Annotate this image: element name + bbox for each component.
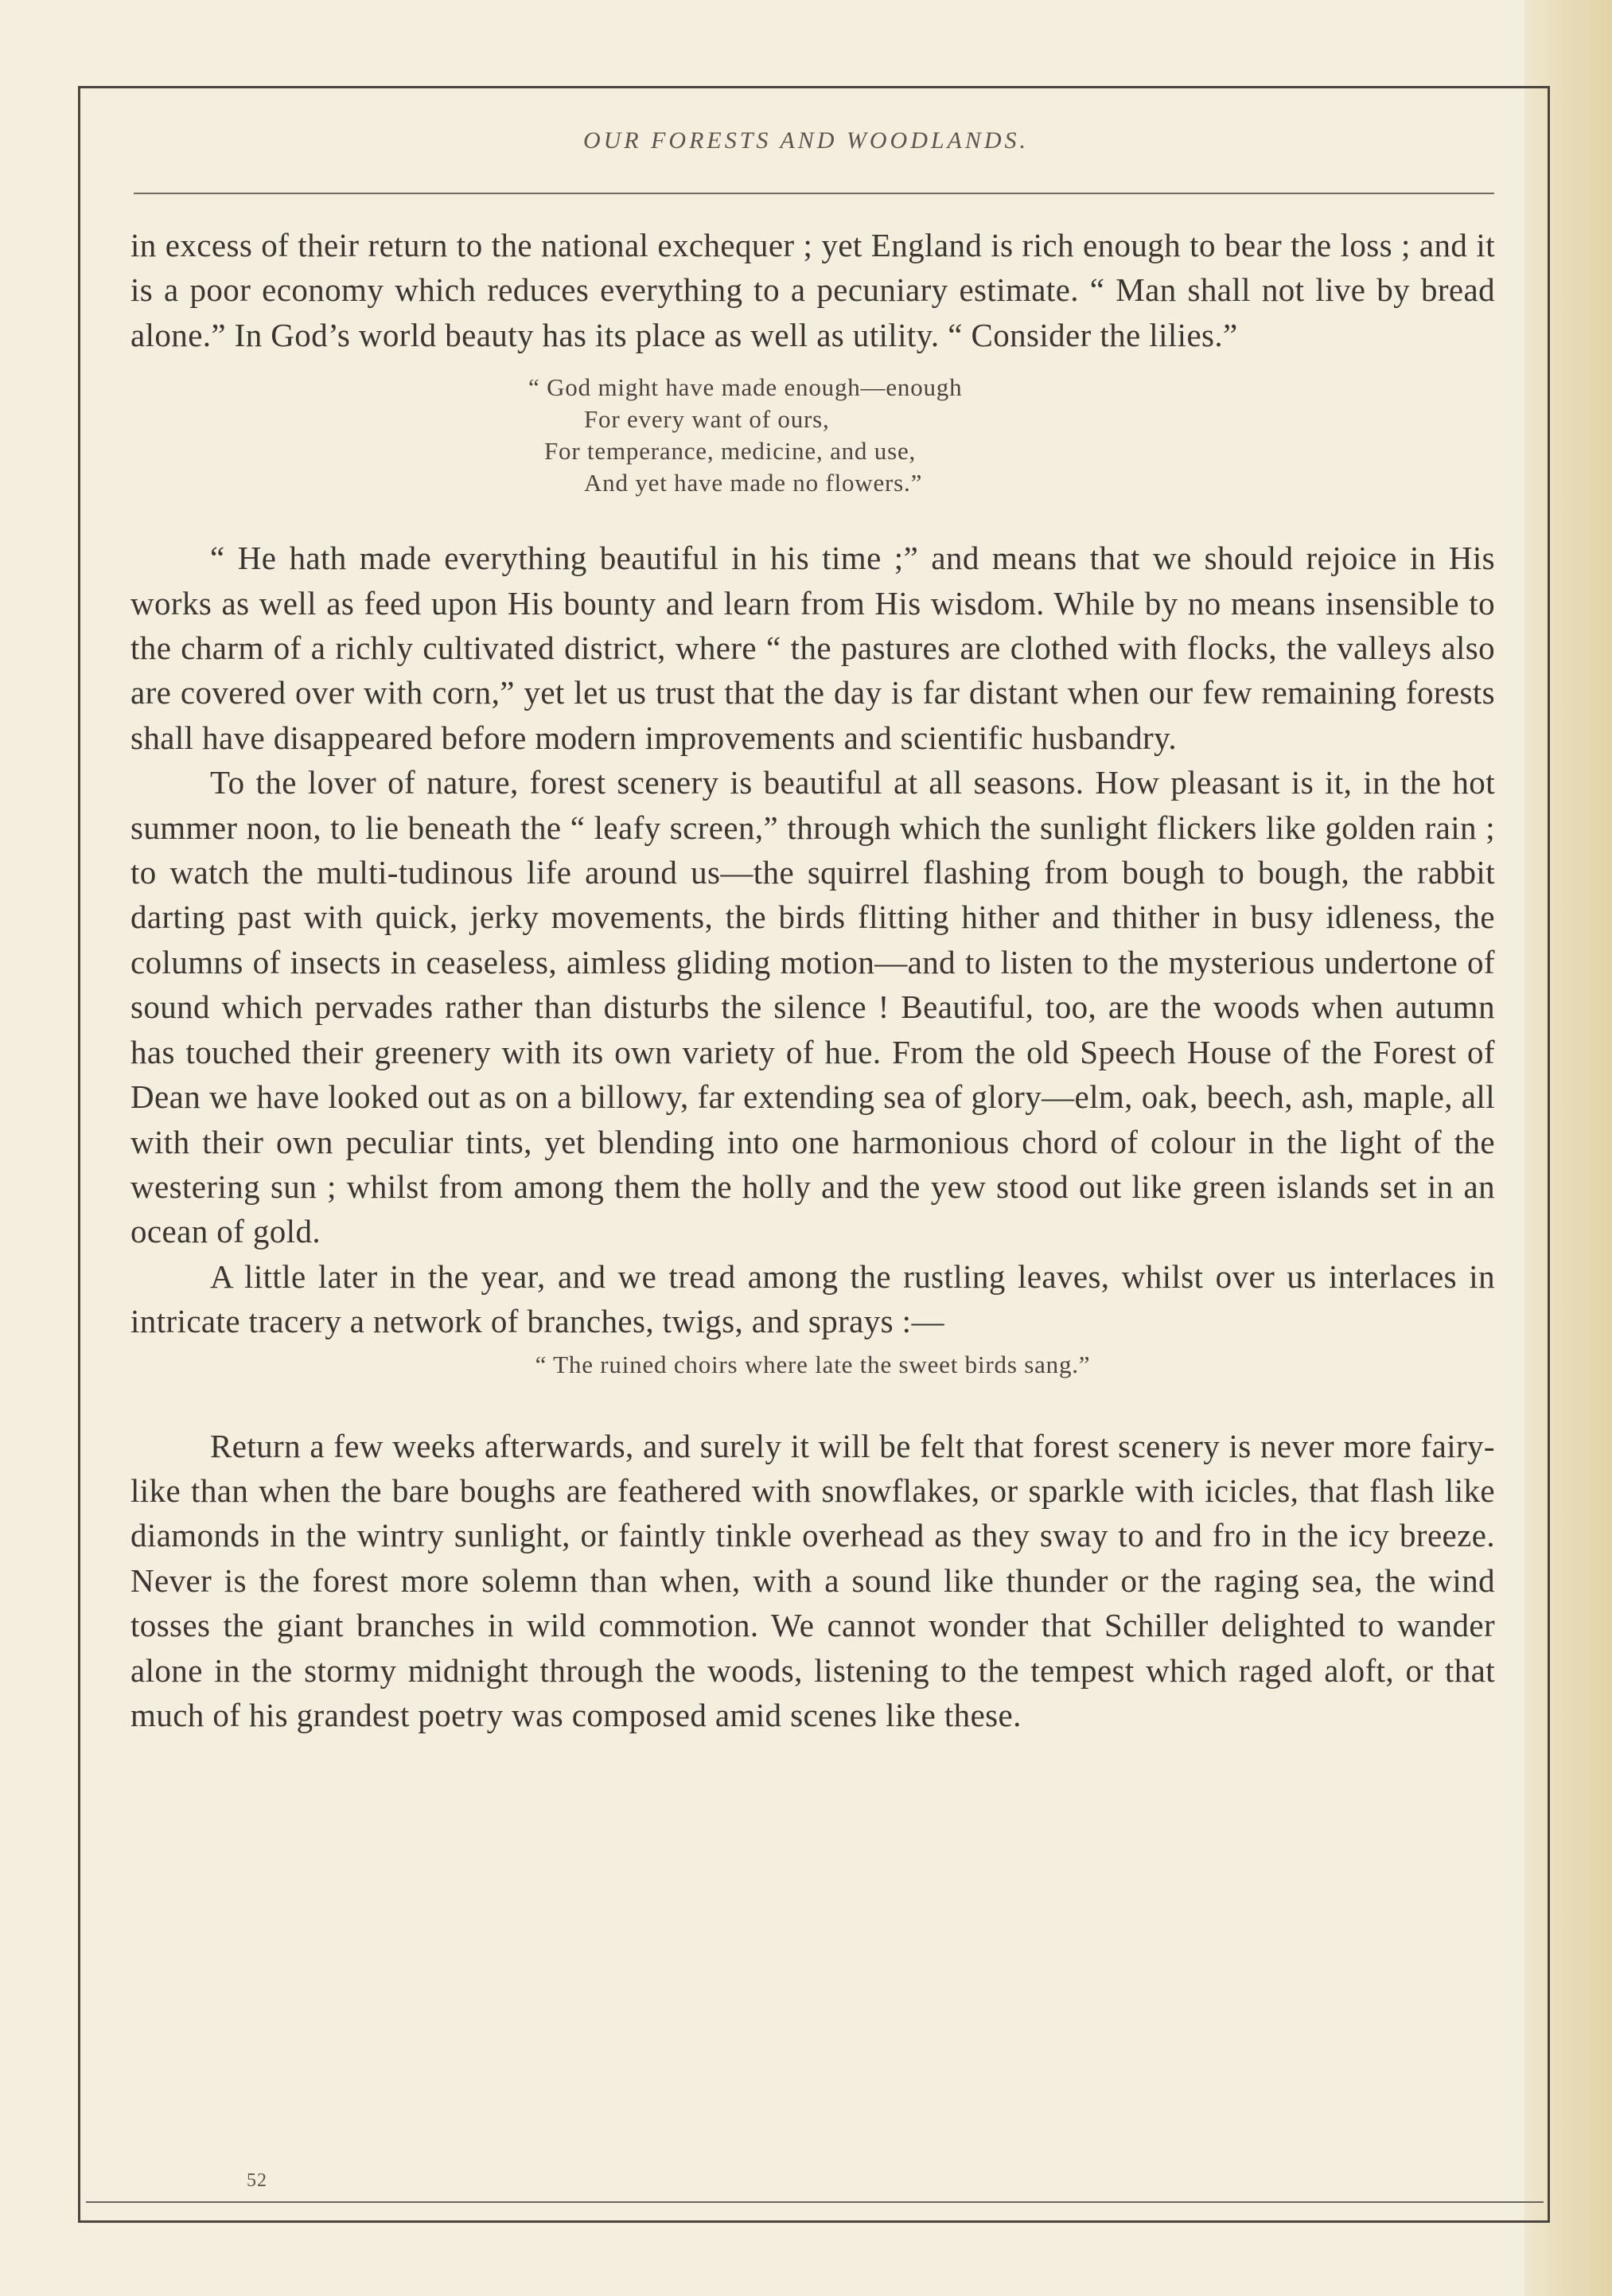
page-body xyxy=(130,223,1495,1737)
paragraph-4: A little later in the year, and we tread among the rustling leaves, whilst over us interlaces in intricate tracery a network of branches, twigs, and sprays :— xyxy=(130,1257,1495,1340)
verse-quotation xyxy=(528,372,1495,499)
paragraph-1: in excess of their return to the national exchequer ; yet England is rich enough to bear the loss ; and it is a poor economy which reduces everything to a pecuniary estimate. “ Man shall not live by bread alone.” In God’s world beauty has its place as well as utility. “ Consider the lilies.” xyxy=(130,227,1495,353)
shakespeare-quotation: “ The ruined choirs where late the sweet birds sang.” xyxy=(535,1350,1091,1378)
paragraph-3: To the lover of nature, forest scenery is beautiful at all seasons. How pleasant is it, in the hot summer noon, to lie beneath the “ leafy screen,” through which the sunlight flickers like golden rain ; to watch the multi-tudinous life around us—the squirrel flashing from bough to bough, the rabbit darting past with quick, jerky movements, the birds flitting hither and thither in busy idleness, the columns of insects in ceaseless, aimless gliding motion—and to listen to the mysterious undertone of sound which pervades rather than disturbs the silence ! Beautiful, too, are the woods when autumn has touched their greenery with its own variety of hue. From the old Speech House of the Forest of Dean we have looked out as on a billowy, far extending sea of glory—elm, oak, beech, ash, maple, all with their own peculiar tints, yet blending into one harmonious chord of colour in the light of the westering sun ; whilst from among them the holly and the yew stood out like green islands set in an ocean of gold. xyxy=(130,764,1495,1250)
verse-line-3: For temperance, medicine, and use, xyxy=(544,437,917,466)
verse-line-1: “ God might have made enough—enough xyxy=(528,373,963,402)
page-number: 52 xyxy=(247,2170,267,2191)
paragraph-5: Return a few weeks afterwards, and surely it will be felt that forest scenery is never more fairy-like than when the bare boughs are feathered with snowflakes, or sparkle with icicles, that flash like diamonds in the wintry sunlight, or faintly tinkle overhead as they sway to and fro in the icy breeze. Never is the forest more solemn than when, with a sound like thunder or the raging sea, the wind tosses the giant branches in wild commotion. We cannot wonder that Schiller delighted to wander alone in the stormy midnight through the woods, listening to the tempest which raged aloft, or that much of his grandest poetry was composed amid scenes like these. xyxy=(130,1427,1495,1733)
header-rule xyxy=(134,193,1494,194)
verse-line-2: For every want of ours, xyxy=(584,405,830,434)
bottom-border-rule xyxy=(86,2201,1544,2203)
running-header: OUR FORESTS AND WOODLANDS. xyxy=(582,127,1030,154)
verse-line-4: And yet have made no flowers.” xyxy=(584,469,923,497)
paragraph-2: “ He hath made everything beautiful in his time ;” and means that we should rejoice in His works as well as feed upon His bounty and learn from His wisdom. While by no means insensible to the charm of a richly cultivated district, where “ the pastures are clothed with flocks, the valleys also are covered over with corn,” yet let us trust that the day is far distant when our few remaining forests shall have disappeared before modern improvements and scientific husbandry. xyxy=(130,540,1495,756)
